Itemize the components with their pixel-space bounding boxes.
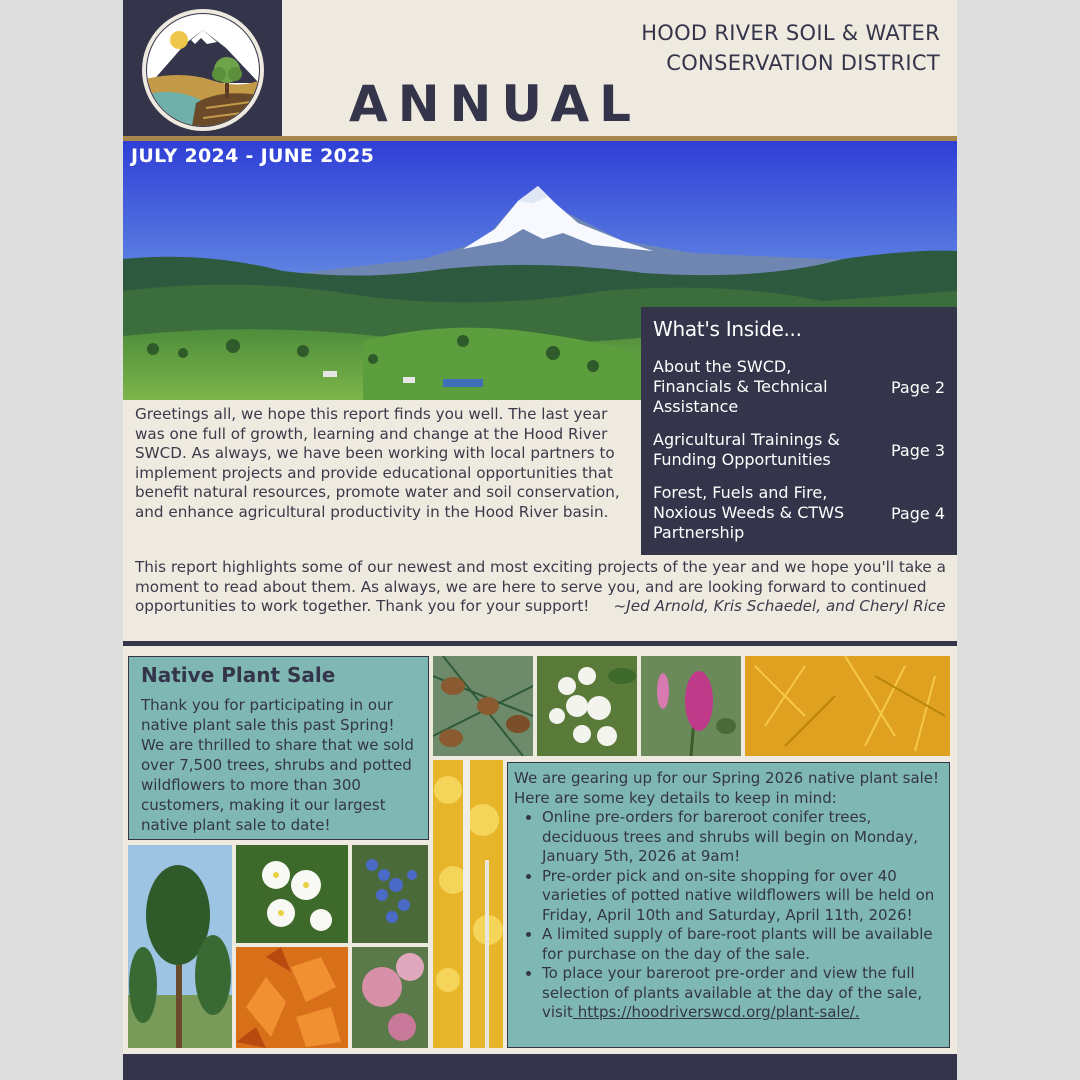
- section-divider: [123, 641, 957, 646]
- plant-sale-summary: [128, 656, 429, 840]
- plant-sale-body: Thank you for participating in our native plant sale this past Spring! We are thrilled to share that we sold over 7,500 trees, shrubs and potted wildflowers to more than 300 customers, making it our largest native plant sale to date!: [141, 696, 414, 834]
- ponderosa-pine-photo: [128, 845, 232, 1048]
- list-item: [542, 964, 943, 1023]
- serviceberry-photo: [352, 845, 428, 943]
- toc-heading: What's Inside...: [653, 317, 802, 341]
- district-logo: [141, 8, 265, 132]
- toc-item-label: Agricultural Trainings & Funding Opportunities: [653, 430, 840, 469]
- intro-paragraph: [135, 558, 947, 617]
- larch-needles-photo: [745, 656, 950, 756]
- footer-bar: [123, 1054, 957, 1080]
- plant-sale-link[interactable]: https://hoodriverswcd.org/plant-sale/.: [572, 1003, 860, 1021]
- list-item: • Online pre-orders for bareroot conifer trees, deciduous trees and shrubs will begin on Monday, January 5th, 2026 at 9am!: [542, 808, 943, 867]
- spring-sale-details: [507, 762, 950, 1048]
- signature: ~Jed Arnold, Kris Schaedel, and Cheryl Rice: [613, 597, 946, 615]
- milkweed-photo: [352, 947, 428, 1048]
- report-page: [123, 0, 957, 1080]
- toc-item-page: Page 4: [891, 503, 945, 523]
- vine-maple-photo: [236, 947, 348, 1048]
- toc-item-page: Page 3: [891, 440, 945, 460]
- toc-item-page: Page 2: [891, 377, 945, 397]
- organization-name: [641, 18, 940, 78]
- report-title: ANNUAL: [349, 75, 642, 133]
- table-of-contents: [641, 307, 957, 555]
- preorder-text: To place your bareroot pre-order and view the full selection of plants available at the day of the sale, visit: [542, 964, 923, 1021]
- toc-item-label: Forest, Fuels and Fire, Noxious Weeds & CTWS Partnership: [653, 483, 845, 542]
- greeting-paragraph: Greetings all, we hope this report finds you well. The last year was one full of growth, learning and change at the Hood River SWCD. As always, we have been working with local partners to implement projects and provide educational opportunities that benefit natural resources, promote water and soil conservation, and enhance agricultural productivity in the Hood River basin.: [135, 405, 620, 521]
- toc-item[interactable]: [653, 430, 945, 470]
- list-item: • A limited supply of bare-root plants will be available for purchase on the day of the sale.: [542, 925, 943, 964]
- org-line-1: HOOD RIVER SOIL & WATER: [641, 21, 940, 45]
- toc-item[interactable]: [653, 483, 945, 543]
- toc-item-label: About the SWCD, Financials & Technical Assistance: [653, 357, 828, 416]
- intro-text: This report highlights some of our newest and most exciting projects of the year and we hope you'll take a moment to read about them. As always, we are here to serve you, and are looking forward to continued opportunities to work together. Thank you for your support!: [135, 558, 946, 615]
- snowberry-photo: [537, 656, 637, 756]
- report-date-range: JULY 2024 - JUNE 2025: [131, 145, 375, 167]
- plant-sale-heading: Native Plant Sale: [141, 663, 336, 687]
- logo-panel: [123, 0, 282, 136]
- aspen-photo: [433, 760, 503, 1048]
- pinecone-photo: [433, 656, 533, 756]
- spring-sale-intro: We are gearing up for our Spring 2026 native plant sale! Here are some key details to keep in mind:: [514, 769, 940, 807]
- toc-item[interactable]: [653, 357, 945, 417]
- spring-sale-list: [542, 808, 943, 1023]
- list-item: • Pre-order pick and on-site shopping for over 40 varieties of potted native wildflowers will be held on Friday, April 10th and Saturday, April 11th, 2026!: [542, 867, 943, 926]
- mock-orange-flower-photo: [236, 845, 348, 943]
- org-line-2: CONSERVATION DISTRICT: [666, 51, 940, 75]
- spirea-flower-photo: [641, 656, 741, 756]
